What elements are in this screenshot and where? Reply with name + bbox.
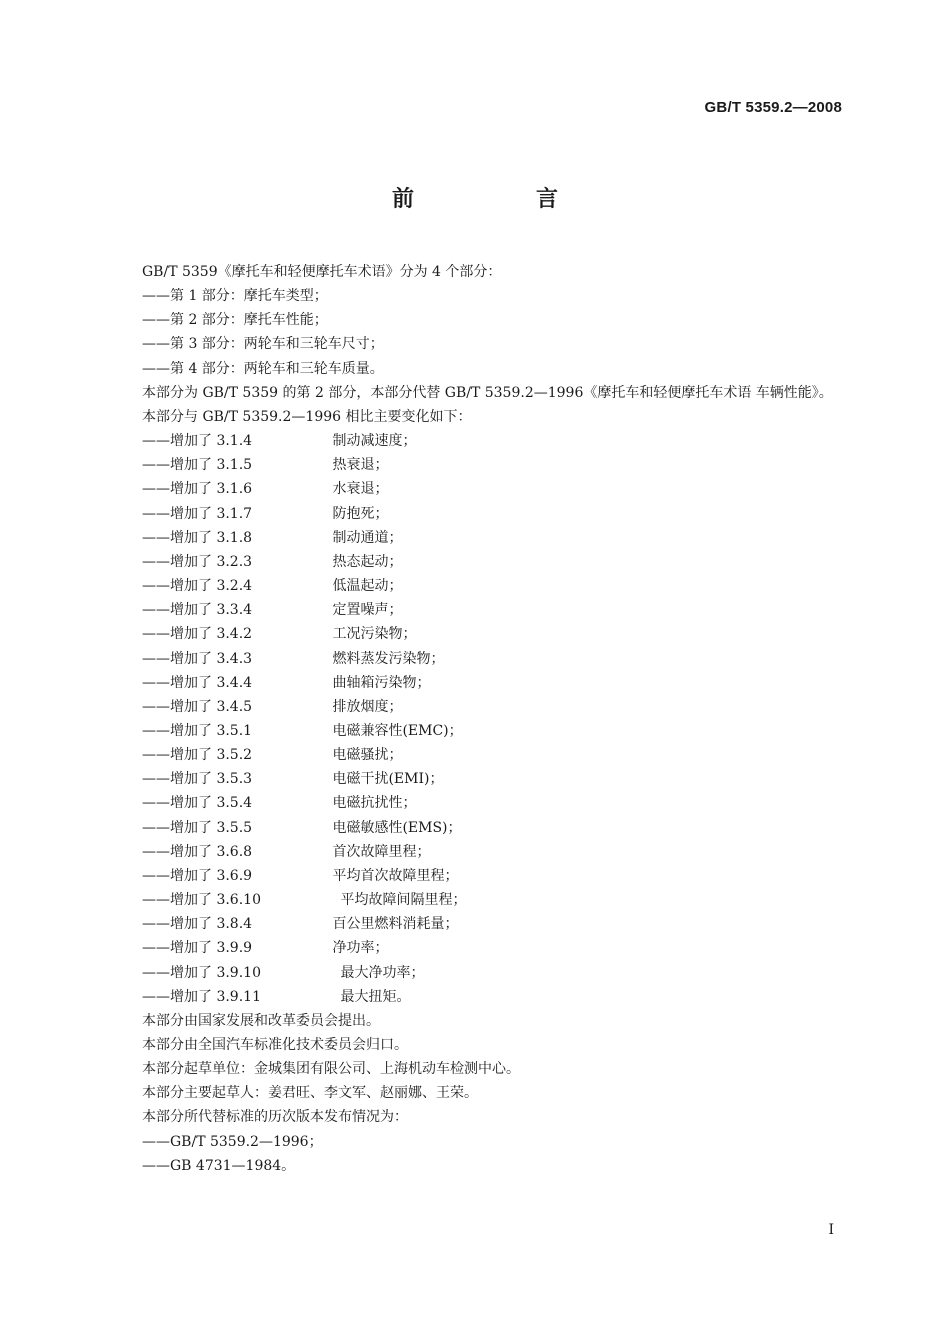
change-item — [108, 671, 844, 695]
parts-list — [108, 284, 844, 381]
change-item — [108, 912, 844, 936]
change-term: 燃料蒸发污染物； — [332, 650, 445, 667]
change-item — [108, 743, 844, 767]
change-term: 曲轴箱污染物； — [332, 674, 431, 691]
changes-intro: 本部分与 GB/T 5359.2—1996 相比主要变化如下： — [142, 408, 472, 425]
change-prefix: ——增加了 — [142, 819, 217, 836]
change-item — [108, 888, 844, 912]
change-item — [108, 961, 844, 985]
change-term: 热态起动； — [332, 553, 403, 570]
history-list — [108, 1130, 844, 1178]
change-term: 制动通道； — [332, 529, 403, 546]
intro-paragraph: GB/T 5359《摩托车和轻便摩托车术语》分为 4 个部分： — [142, 264, 502, 280]
list-item: ——第 4 部分：两轮车和三轮车质量。 — [142, 360, 384, 377]
change-item — [108, 502, 844, 526]
changes-list — [108, 429, 844, 1009]
page-title: 前 言 — [391, 187, 608, 212]
change-item — [108, 791, 844, 815]
change-clause-number: 3.1.7 — [216, 505, 253, 522]
change-item — [108, 767, 844, 791]
change-term: 防抱死； — [332, 505, 389, 522]
change-item — [108, 477, 844, 501]
change-term: 电磁兼容性(EMC)； — [332, 722, 463, 739]
change-prefix: ——增加了 — [142, 771, 217, 788]
change-prefix: ——增加了 — [142, 722, 217, 739]
closing-paragraph: 本部分起草单位：金城集团有限公司、上海机动车检测中心。 — [142, 1061, 520, 1078]
change-term: 平均故障间隔里程； — [340, 892, 467, 909]
standard-number-header: GB/T 5359.2—2008 — [704, 99, 842, 116]
document-body — [108, 260, 844, 1178]
change-item — [108, 622, 844, 646]
change-item — [108, 526, 844, 550]
change-clause-number: 3.5.5 — [216, 819, 253, 836]
change-clause-number: 3.4.4 — [216, 674, 253, 691]
page-number: I — [828, 1222, 834, 1238]
change-prefix: ——增加了 — [142, 626, 217, 643]
change-term: 最大扭矩。 — [340, 988, 411, 1005]
change-term: 低温起动； — [332, 578, 403, 595]
change-term: 电磁骚扰； — [332, 747, 403, 764]
change-item — [108, 647, 844, 671]
change-prefix: ——增加了 — [142, 892, 217, 909]
change-item — [108, 550, 844, 574]
change-prefix: ——增加了 — [142, 988, 217, 1005]
closing-paragraph: 本部分由国家发展和改革委员会提出。 — [142, 1012, 380, 1029]
change-clause-number: 3.5.1 — [216, 722, 253, 739]
change-prefix: ——增加了 — [142, 867, 217, 884]
change-term: 首次故障里程； — [332, 843, 431, 860]
change-prefix: ——增加了 — [142, 916, 217, 933]
list-item: ——GB/T 5359.2—1996； — [142, 1133, 323, 1150]
change-clause-number: 3.6.9 — [216, 867, 253, 884]
change-clause-number: 3.1.6 — [216, 481, 253, 498]
change-term: 制动减速度； — [332, 433, 417, 450]
closing-paragraph: 本部分主要起草人：姜君旺、李文军、赵丽娜、王荣。 — [142, 1085, 478, 1102]
change-prefix: ——增加了 — [142, 481, 217, 498]
change-term: 百公里燃料消耗量； — [332, 916, 459, 933]
change-clause-number: 3.2.3 — [216, 553, 253, 570]
change-clause-number: 3.1.5 — [216, 457, 253, 474]
list-item: ——第 3 部分：两轮车和三轮车尺寸； — [142, 336, 384, 353]
change-term: 净功率； — [332, 940, 389, 957]
change-clause-number: 3.4.3 — [216, 650, 253, 667]
change-item — [108, 936, 844, 960]
change-clause-number: 3.9.9 — [216, 940, 253, 957]
replace-paragraph: 本部分为 GB/T 5359 的第 2 部分，本部分代替 GB/T 5359.2—1996《摩托车和轻便摩托车术语 车辆性能》。 — [142, 384, 833, 401]
change-prefix: ——增加了 — [142, 650, 217, 667]
change-prefix: ——增加了 — [142, 940, 217, 957]
change-prefix: ——增加了 — [142, 698, 217, 715]
change-clause-number: 3.9.11 — [216, 988, 261, 1005]
change-term: 电磁抗扰性； — [332, 795, 417, 812]
change-term: 工况污染物； — [332, 626, 417, 643]
closing-paragraphs — [108, 1009, 844, 1130]
change-term: 热衰退； — [332, 457, 389, 474]
change-item — [108, 816, 844, 840]
change-clause-number: 3.1.8 — [216, 529, 253, 546]
change-prefix: ——增加了 — [142, 795, 217, 812]
change-item — [108, 429, 844, 453]
change-clause-number: 3.5.3 — [216, 771, 253, 788]
change-term: 排放烟度； — [332, 698, 403, 715]
change-term: 电磁干扰(EMI)； — [332, 771, 444, 788]
change-item — [108, 864, 844, 888]
change-prefix: ——增加了 — [142, 843, 217, 860]
change-term: 平均首次故障里程； — [332, 867, 459, 884]
change-clause-number: 3.5.4 — [216, 795, 253, 812]
list-item: ——第 1 部分：摩托车类型； — [142, 288, 328, 305]
closing-paragraph: 本部分由全国汽车标准化技术委员会归口。 — [142, 1037, 408, 1053]
change-item — [108, 985, 844, 1009]
change-item — [108, 719, 844, 743]
change-clause-number: 3.6.10 — [216, 892, 261, 909]
change-item — [108, 695, 844, 719]
change-prefix: ——增加了 — [142, 674, 217, 691]
change-prefix: ——增加了 — [142, 529, 217, 546]
change-item — [108, 574, 844, 598]
change-item — [108, 840, 844, 864]
change-prefix: ——增加了 — [142, 433, 217, 450]
list-item: ——第 2 部分：摩托车性能； — [142, 312, 328, 329]
change-clause-number: 3.8.4 — [216, 916, 253, 933]
list-item: ——GB 4731—1984。 — [142, 1157, 296, 1174]
change-clause-number: 3.4.5 — [216, 698, 253, 715]
change-prefix: ——增加了 — [142, 602, 217, 619]
change-prefix: ——增加了 — [142, 505, 217, 522]
change-prefix: ——增加了 — [142, 457, 217, 474]
change-clause-number: 3.4.2 — [216, 626, 253, 643]
change-clause-number: 3.3.4 — [216, 602, 253, 619]
change-prefix: ——增加了 — [142, 747, 217, 764]
closing-paragraph: 本部分所代替标准的历次版本发布情况为： — [142, 1109, 408, 1126]
change-clause-number: 3.6.8 — [216, 843, 253, 860]
change-item — [108, 598, 844, 622]
change-clause-number: 3.5.2 — [216, 747, 253, 764]
change-term: 最大净功率； — [340, 964, 425, 981]
change-clause-number: 3.1.4 — [216, 433, 253, 450]
change-clause-number: 3.2.4 — [216, 578, 253, 595]
change-clause-number: 3.9.10 — [216, 964, 261, 981]
change-prefix: ——增加了 — [142, 578, 217, 595]
change-prefix: ——增加了 — [142, 553, 217, 570]
change-item — [108, 453, 844, 477]
change-term: 水衰退； — [332, 481, 389, 498]
change-term: 定置噪声； — [332, 602, 403, 619]
change-prefix: ——增加了 — [142, 964, 217, 981]
change-term: 电磁敏感性(EMS)； — [332, 819, 462, 836]
